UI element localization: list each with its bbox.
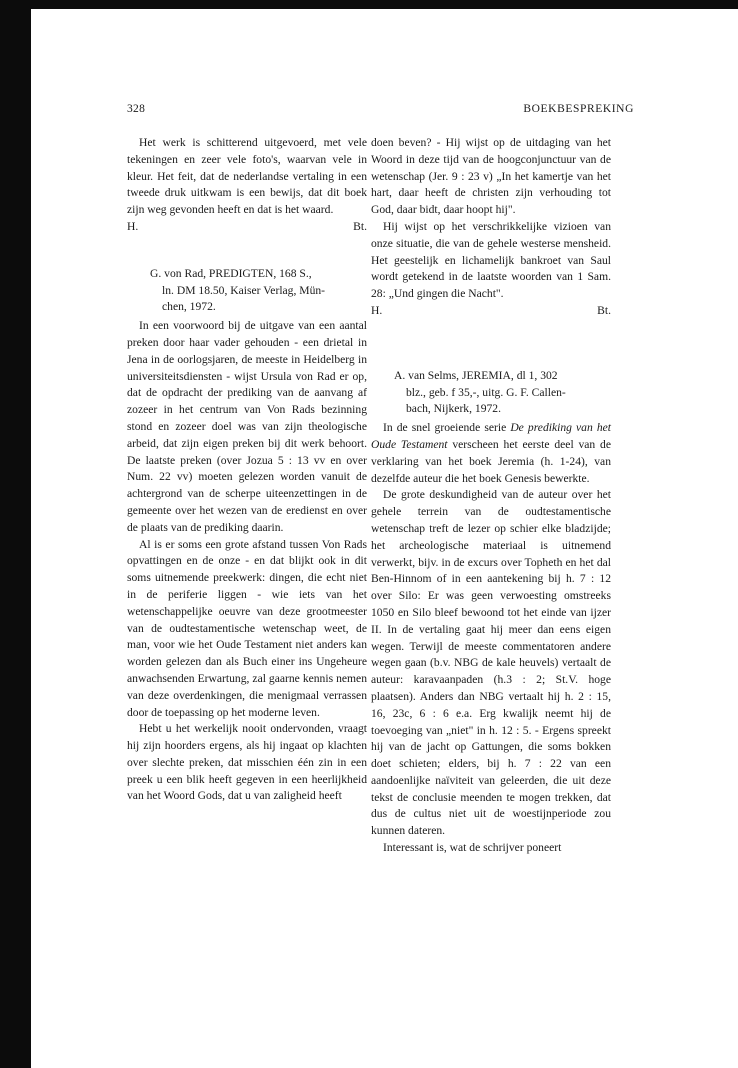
- bib-line: bach, Nijkerk, 1972.: [406, 402, 501, 416]
- review-paragraph: Het werk is schitterend uitgevoerd, met vele tekeningen en zeer vele foto's, waarvan vele in kleur. Het feit, dat de nederlandse vertaling in een tweede druk uitkwam is een bewijs, dat dit boek zijn weg gevonden heeft en dat is het waard.: [127, 136, 367, 217]
- bib-line: G. von Rad, PREDIGTEN, 168 S.,: [150, 266, 312, 280]
- page-number: 328: [127, 103, 146, 115]
- review-signature: [371, 303, 611, 320]
- review-paragraph: In een voorwoord bij de uitgave van een aantal preken door haar vader gehouden - een drietal in Jena in de oorlogsjaren, de meeste in Heidelberg in universiteitsdiensten - wijst Ursula von Rad er op, dat de opdracht der prediking van de aanvang af zozeer in het centrum van Von Rads bezinning stond en zozeer doel was van zijn theologische arbeid, dat zijn eigen preken bij dit werk behoort. De laatste preken (over Jozua 5 : 13 vv en over Num. 22 vv) moeten gelezen worden vanuit de achtergrond van de scherpe uiteenzettingen in de gemeente over het wezen van de eredienst en over de plaats van de prediking daarin.: [127, 319, 367, 534]
- review-paragraph: Interessant is, wat de schrijver poneert: [383, 841, 562, 855]
- bibliographic-entry: [371, 368, 611, 418]
- bibliographic-entry: [127, 266, 367, 316]
- scan-border-top: [0, 0, 738, 9]
- scan-border-left: [0, 0, 31, 1068]
- review-paragraph: doen beven? - Hij wijst op de uitdaging van het Woord in deze tijd van de hoogconjunctuur van de wetenschap (Jer. 9 : 23 v) „In het kamertje van het hart, daar heeft de christen zijn verhouding tot God, daar bidt, daar hoopt hij".: [371, 136, 611, 217]
- signature-initial: H.: [371, 303, 383, 317]
- review-paragraph: [371, 420, 611, 487]
- signature-initial: H.: [127, 219, 139, 233]
- left-column: [127, 135, 367, 805]
- signature-reviewer: Bt.: [353, 219, 367, 233]
- bib-line: A. van Selms, JEREMIA, dl 1, 302: [394, 368, 558, 382]
- review-paragraph: Hebt u het werkelijk nooit ondervonden, vraagt hij zijn hoorders ergens, als hij ingaat op klachten over slechte preken, dat misschien één zin in een preek u een blik heeft gegeven in een heerlijkheid van het Woord Gods, dat u van zaligheid heeft: [127, 722, 367, 803]
- review-paragraph: De grote deskundigheid van de auteur over het gehele terrein van de oudtestamentische wetenschap treft de lezer op schier elke bladzijde; het archeologische materiaal is uitnemend verwerkt, bijv. in de excurs over Topheth en het dal Ben-Hinnom of in een aantekening bij h. 7 : 12 over Silo: Er was geen verwoesting omstreeks 1050 en Silo bleef bewoond tot het einde van ijzer II. In de vertaling gaat hij meer dan eens eigen wegen. Terwijl de meeste commentatoren andere wegen gaan (b.v. NBG de kale heuvels) vertaalt de auteur: karavaanpaden (h.3 : 2; St.V. hoge plaatsen). Anders dan NBG vertaalt hij h. 2 : 15, 16, 23c, 6 : 6 e.a. Erg kwalijk neemt hij de toevoeging van „niet" in h. 12 : 5. - Ergens spreekt hij van de jacht op Gattungen, die soms bokken doet schieten; elders, bij h. 7 : 22 van een aandoenlijke naïviteit van geleerden, die uit deze tekst de conclusie meenden te mogen trekken, dat dus de cultus niet uit de woestijnperiode zou kunnen dateren.: [371, 488, 611, 838]
- review-text: verscheen het eerste deel van de verklaring van het boek Jeremia (h. 1-24), van dezelfde auteur die het boek Genesis bewerkte.: [371, 437, 611, 485]
- series-title: De prediking van het Oude Testament: [371, 421, 611, 451]
- right-column: [371, 135, 611, 857]
- review-signature: [127, 219, 367, 236]
- bib-line: ln. DM 18.50, Kaiser Verlag, Mün-: [162, 283, 326, 297]
- section-title: BOEKBESPREKING: [523, 103, 634, 115]
- review-paragraph: Hij wijst op het verschrikkelijke vizioen van onze situatie, die van de gehele westerse mensheid. Het geestelijk en lichamelijk bankroet van Saul wordt getekend in de laatste woorden van 1 Sam. 28: „Und gingen die Nacht".: [371, 219, 611, 301]
- review-paragraph: Al is er soms een grote afstand tussen Von Rads opvattingen en de onze - en dat blijkt ook in dit soms uitnemende preekwerk: dingen, die echt niet in de periferie liggen - wie iets van het wetenschappelijke oeuvre van deze grootmeester van de oudtestamentische wetenschap weet, de man, voor wie het Oude Testament niet anders kan worden gelezen dan als Buch einer ins Ungeheure anwachsenden Erwartung, zal gaarne kennis nemen van deze overdenkingen, die menigmaal verrassen door de toepassing op het moderne leven.: [127, 537, 367, 719]
- bib-line: blz., geb. f 35,-, uitg. G. F. Callen-: [406, 385, 566, 399]
- running-head: [127, 103, 634, 119]
- review-text: In de snel groeiende serie: [383, 421, 507, 435]
- bib-line: chen, 1972.: [162, 300, 216, 314]
- signature-reviewer: Bt.: [597, 303, 611, 317]
- book-page: [31, 9, 738, 1068]
